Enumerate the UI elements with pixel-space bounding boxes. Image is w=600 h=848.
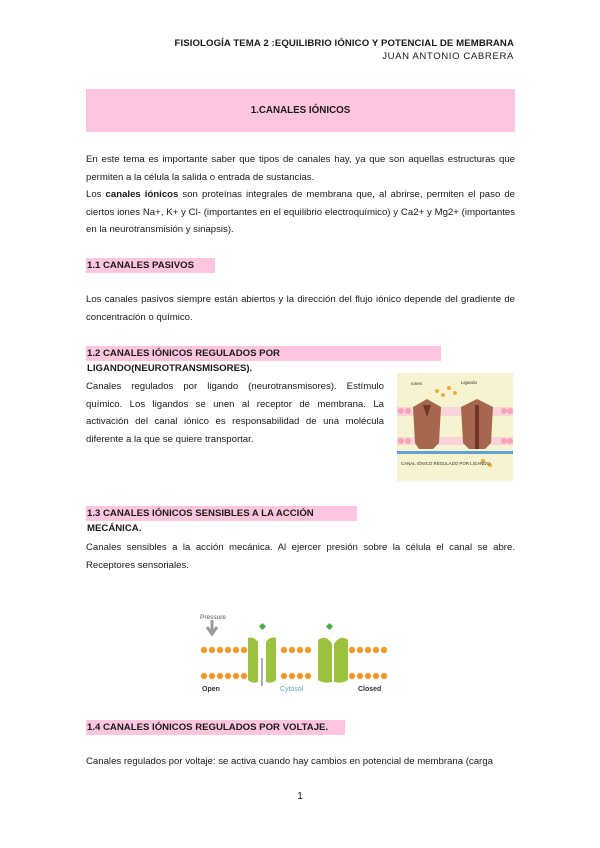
section-1-1-text: Los canales pasivos siempre están abiertos y la dirección del flujo iónico depende del gradiente de concentración o químico. <box>86 294 515 323</box>
figure-caption: CANAL IÓNICO REGULADO POR LIGANDO <box>401 461 490 466</box>
section-1-2-text: Canales regulados por ligando (neurotransmisores). Estímulo químico. Los ligandos se unen al receptor de membrana. La activación del canal iónico es responsabilidad de una molécula diferente a la que se quiere transportar. <box>86 381 384 445</box>
intro-paragraph-2: Los canales iónicos son proteínas integrales de membrana que, al abrirse, permiten el paso de ciertos iones Na+, K+ y Cl- (importantes en el equilibrio electroquímico) y Ca2+ y Mg2+ (importantes en la neurotransmisión y sinapsis). <box>86 189 515 235</box>
section-1-4-text: Canales regulados por voltaje: se activa cuando hay cambios en potencial de membrana (carga <box>86 756 493 767</box>
running-header-title: FISIOLOGÍA TEMA 2 :EQUILIBRIO IÓNICO Y POTENCIAL DE MEMBRANA <box>174 38 514 49</box>
figure-label-closed: Closed <box>358 686 382 693</box>
figure-label-ion: Iones <box>411 381 423 386</box>
figure-label-cytosol: Cytosol <box>280 686 304 693</box>
page-number: 1 <box>297 791 303 802</box>
mechanosensitive-channel-figure <box>196 610 392 694</box>
section-heading-1-4: 1.4 CANALES IÓNICOS REGULADOS POR VOLTAJE. <box>86 720 345 735</box>
section-heading-1-1: 1.1 CANALES PASIVOS <box>86 258 215 273</box>
ligand-gated-channel-figure <box>397 373 513 481</box>
section-heading-1-3: 1.3 CANALES IÓNICOS SENSIBLES A LA ACCIÓN MECÁNICA. <box>86 506 357 521</box>
bold-term: canales iónicos <box>105 189 179 200</box>
figure-label-open: Open <box>202 686 220 693</box>
intro-paragraph-1: En este tema es importante saber que tipos de canales hay, ya que son aquellas estructuras que permiten a la célula la salida o entrada de sustancias. <box>86 154 515 183</box>
page-title: 1.CANALES IÓNICOS <box>250 105 351 116</box>
section-title-band <box>86 89 515 132</box>
figure-label-ligand: Ligando <box>461 380 478 385</box>
figure-label-pressure: Pressure <box>200 614 227 621</box>
section-heading-1-2: 1.2 CANALES IÓNICOS REGULADOS POR LIGANDO(NEUROTRANSMISORES). <box>86 346 441 361</box>
running-header-author: JUAN ANTONIO CABRERA <box>382 51 514 62</box>
section-1-3-text: Canales sensibles a la acción mecánica. Al ejercer presión sobre la célula el canal se abre. Receptores sensoriales. <box>86 542 515 571</box>
